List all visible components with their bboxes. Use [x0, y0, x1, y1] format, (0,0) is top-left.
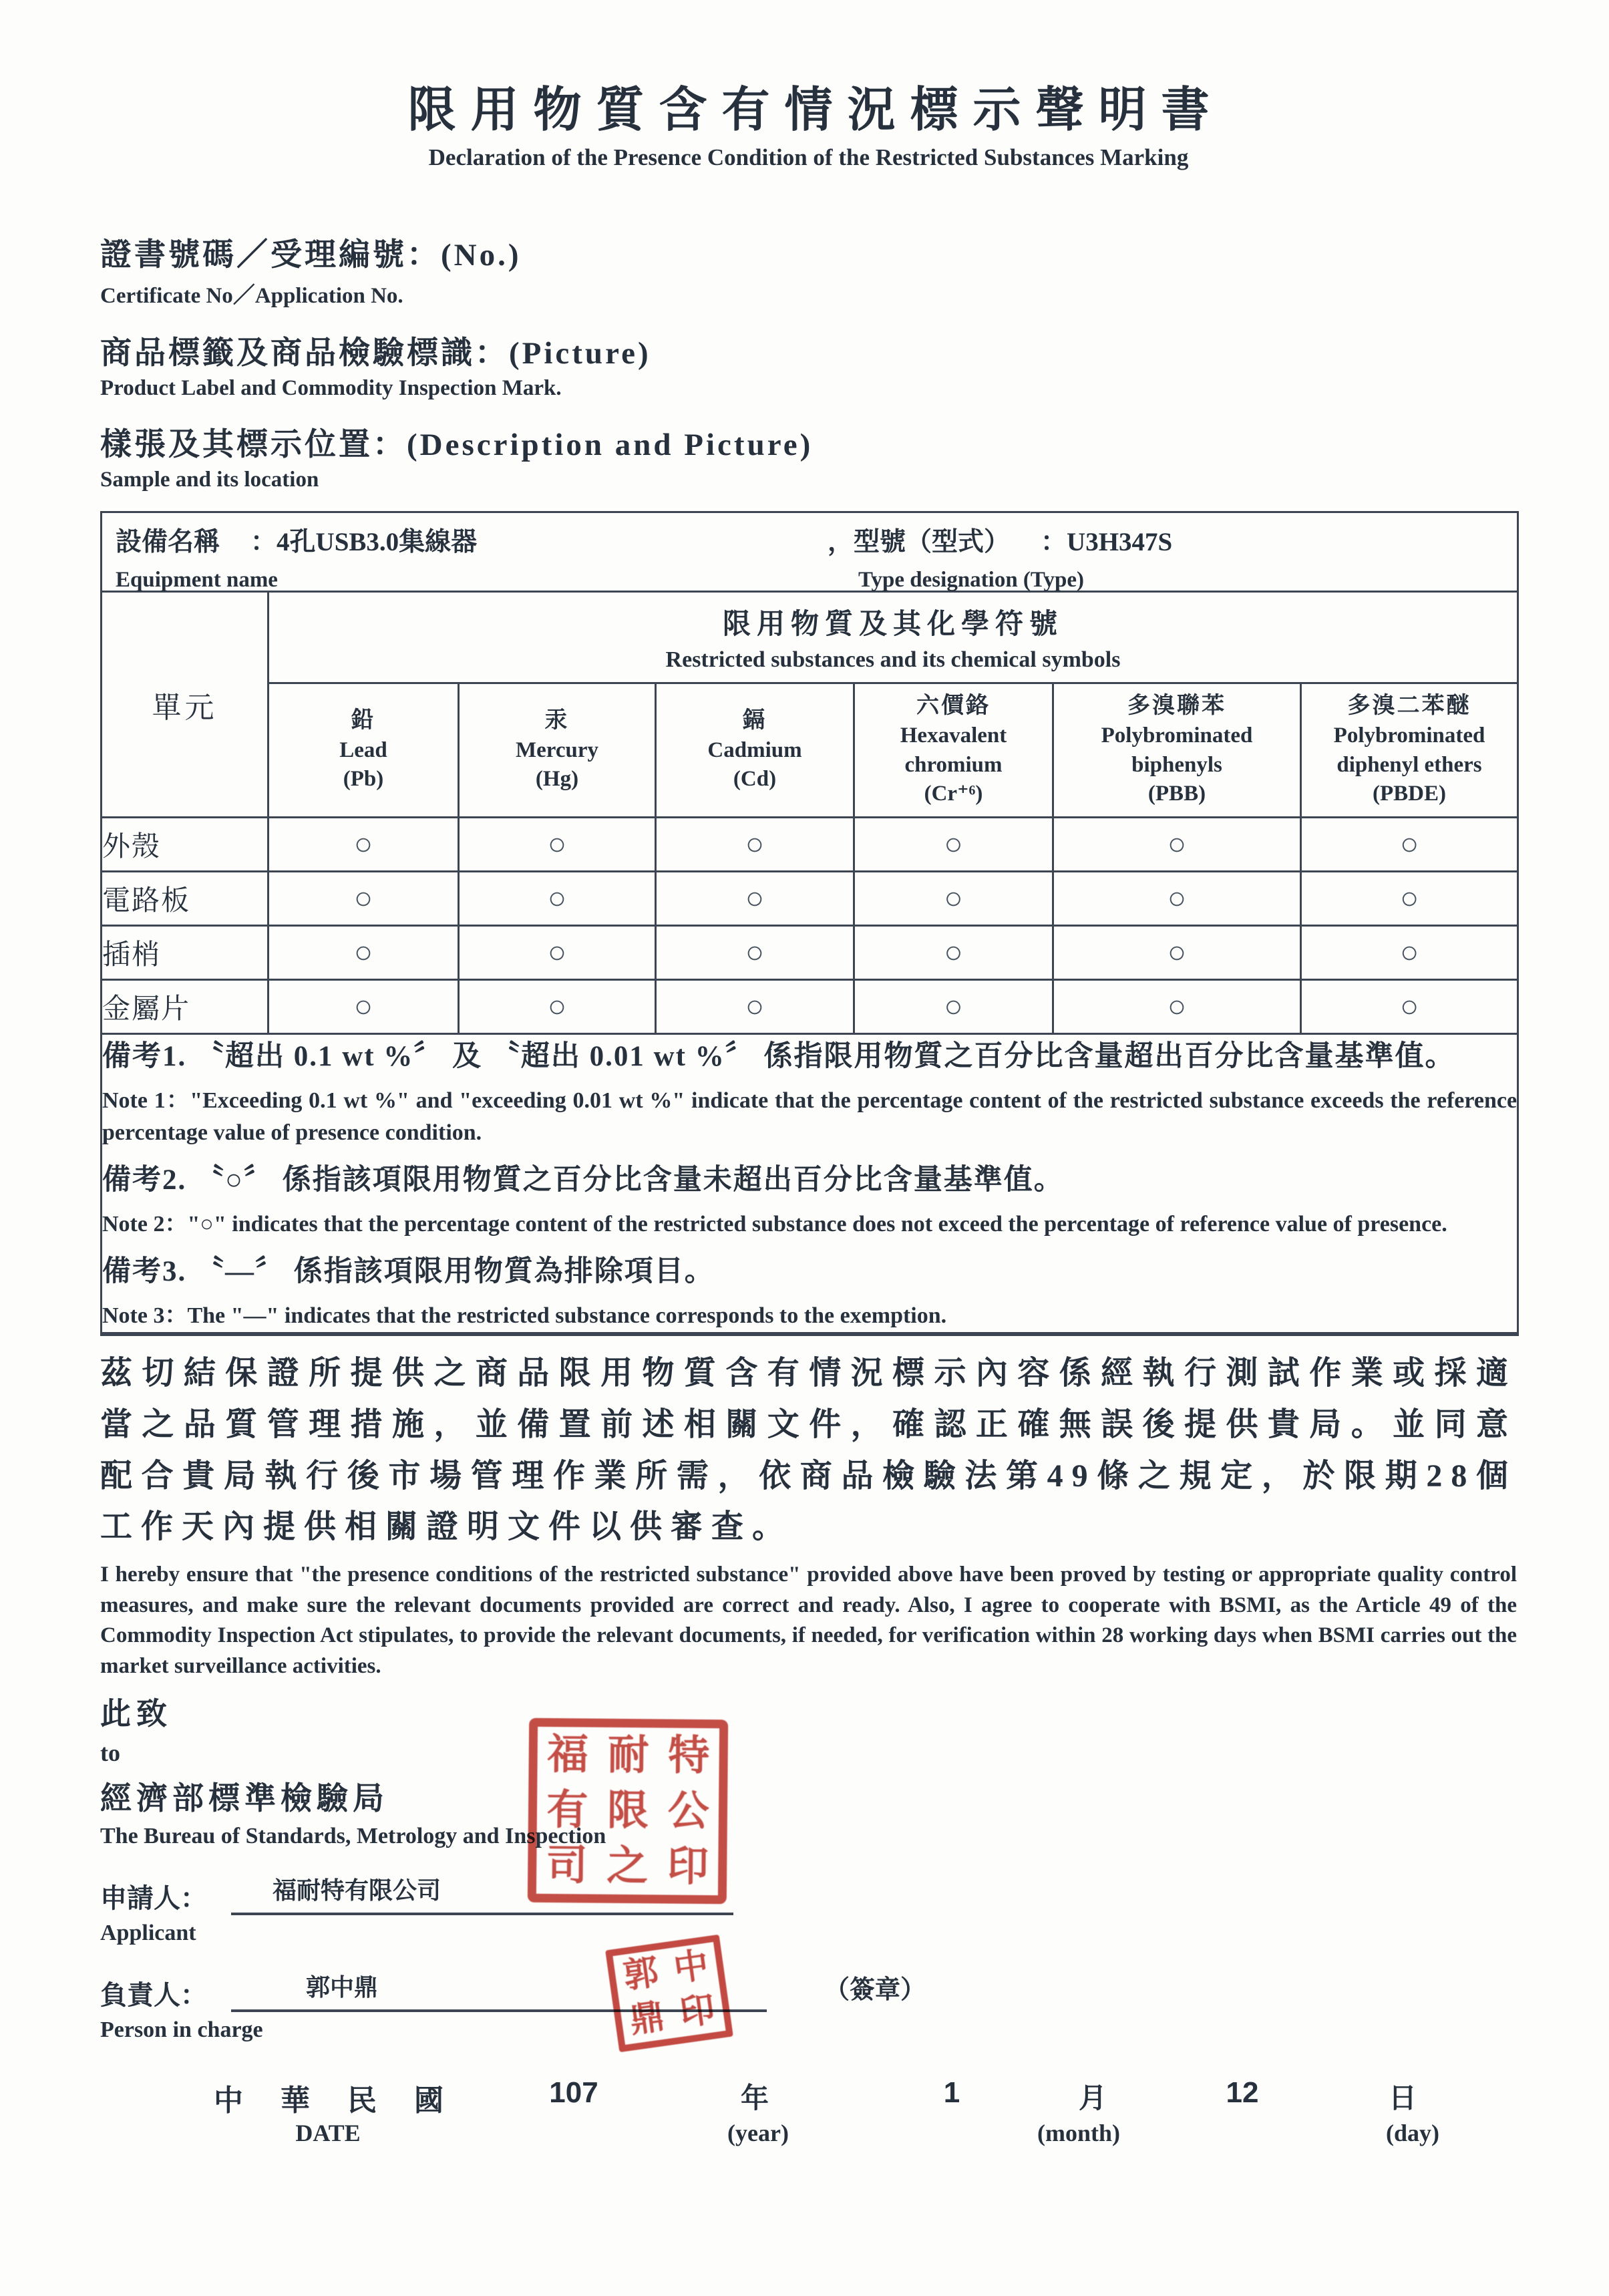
date-day-unit: 日 — [1388, 2084, 1417, 2115]
applicant-value: 福耐特有限公司 — [273, 1877, 441, 1905]
equipment-name-value: 4孔USB3.0集線器 — [277, 528, 478, 556]
mark-circle: ○ — [656, 872, 854, 926]
cizhi-label: 此致 — [100, 1697, 172, 1732]
mark-circle: ○ — [269, 872, 459, 926]
table-row-pin — [102, 926, 1518, 980]
seal-char: 郭 — [620, 1953, 661, 1996]
field-certificate-no — [100, 230, 1517, 309]
mark-circle: ○ — [854, 872, 1053, 926]
seal-char: 之 — [606, 1844, 649, 1890]
mark-circle: ○ — [269, 818, 459, 872]
seal-char: 有 — [546, 1788, 588, 1834]
row-unit-label: 插梢 — [102, 926, 269, 980]
type-designation-block — [828, 521, 1172, 593]
equipment-row — [102, 512, 1518, 592]
seal-char: 印 — [667, 1844, 709, 1891]
mark-circle: ○ — [854, 980, 1053, 1034]
mark-circle: ○ — [1301, 926, 1518, 980]
date-era: 中華民國 — [214, 2084, 481, 2118]
sample-location-label-en: Sample and its location — [100, 468, 319, 492]
note-2-en: Note 2："○" indicates that the percentage content of the restricted substance does not exceed the percentage of reference value of presence. — [102, 1211, 1447, 1237]
mark-circle: ○ — [459, 926, 656, 980]
note-3-zh: 備考3. 〝—〞 係指該項限用物質為排除項目。 — [102, 1256, 715, 1288]
field-sample-location — [100, 420, 1517, 492]
date-day-value: 12 — [1226, 2076, 1259, 2110]
equipment-name-label-en: Equipment name — [116, 568, 278, 592]
mark-circle: ○ — [1301, 818, 1518, 872]
restricted-substances-table — [100, 511, 1519, 1336]
mark-circle: ○ — [269, 926, 459, 980]
certificate-fields — [100, 230, 1517, 492]
column-header-cadmium: 鎘 Cadmium (Cd) — [656, 683, 854, 818]
group-header-row — [102, 592, 1518, 683]
unit-header-cell: 單元 — [102, 592, 269, 818]
type-label-en: Type designation (Type) — [858, 568, 1084, 592]
product-label-en: Product Label and Commodity Inspection Mark. — [100, 376, 562, 400]
date-day-label: (day) — [1386, 2120, 1439, 2147]
product-label-zh: 商品標籤及商品檢驗標識：(Picture) — [100, 336, 651, 371]
column-header-pbde: 多溴二苯醚 Polybrominated diphenyl ethers (PBDE) — [1301, 683, 1518, 818]
notes-row — [102, 1034, 1518, 1334]
declaration-en: I hereby ensure that "the presence conditions of the restricted substance" provided above have been proved by testing or appropriate quality control measures, and make sure the relevant documents provided are correct and ready. Also, I agree to cooperate with BSMI, as the Article 49 of the Commodity Inspection Act stipulates, to provide the relevant documents, if needed, for verification within 28 working days when BSMI carries out the market surveillance activities. — [100, 1563, 1517, 1678]
sample-location-label-zh: 樣張及其標示位置：(Description and Picture) — [100, 428, 814, 462]
applicant-label: 申請人： — [100, 1883, 207, 1914]
mark-circle: ○ — [1301, 872, 1518, 926]
bureau-name-en: The Bureau of Standards, Metrology and Inspection — [100, 1824, 606, 1849]
group-header-zh: 限用物質及其化學符號 — [723, 609, 1064, 640]
seal-char: 耐 — [607, 1732, 650, 1779]
row-unit-label: 外殼 — [102, 818, 269, 872]
mark-circle: ○ — [1301, 980, 1518, 1034]
date-year-label: (year) — [727, 2120, 789, 2147]
column-header-hexavalent-chromium: 六價鉻 Hexavalent chromium (Cr⁺⁶) — [854, 683, 1053, 818]
mark-circle: ○ — [656, 926, 854, 980]
mark-circle: ○ — [459, 818, 656, 872]
row-unit-label: 電路板 — [102, 872, 269, 926]
mark-circle: ○ — [656, 818, 854, 872]
person-seal-stamp — [605, 1935, 733, 2052]
document-content — [100, 0, 1517, 2190]
page-subtitle: Declaration of the Presence Condition of the Restricted Substances Marking — [428, 144, 1189, 170]
type-value: U3H347S — [1067, 528, 1173, 556]
sign-note: （簽章） — [824, 1976, 926, 2005]
column-header-mercury: 汞 Mercury (Hg) — [459, 683, 656, 818]
date-month-label: (month) — [1037, 2120, 1120, 2147]
seal-char: 特 — [668, 1733, 710, 1780]
note-1-zh: 備考1. 〝超出 0.1 wt %〞 及 〝超出 0.01 wt %〞 係指限用物質之百分比含量超出百分比含量基準值。 — [102, 1041, 1455, 1072]
table-row-metal-sheet — [102, 980, 1518, 1034]
row-unit-label: 金屬片 — [102, 980, 269, 1034]
table-row-enclosure — [102, 818, 1518, 872]
bureau-name-zh: 經濟部標準檢驗局 — [100, 1782, 389, 1817]
note-3-en: Note 3：The "—" indicates that the restricted substance corresponds to the exemption. — [102, 1303, 947, 1328]
mark-circle: ○ — [656, 980, 854, 1034]
equipment-name-label: 設備名稱 — [116, 528, 220, 556]
seal-char: 中 — [671, 1946, 711, 1989]
date-year-value: 107 — [549, 2076, 598, 2110]
group-header-cell — [269, 592, 1518, 683]
person-label-en: Person in charge — [100, 2017, 263, 2043]
field-product-label — [100, 328, 1517, 401]
group-header-en: Restricted substances and its chemical symbols — [665, 647, 1121, 672]
mark-circle: ○ — [854, 926, 1053, 980]
column-header-pbb: 多溴聯苯 Polybrominated biphenyls (PBB) — [1053, 683, 1301, 818]
colon: ： — [250, 528, 277, 556]
note-2-zh: 備考2. 〝○〞 係指該項限用物質之百分比含量未超出百分比含量基準值。 — [102, 1164, 1064, 1196]
declaration-zh: 茲切結保證所提供之商品限用物質含有情況標示內容係經執行測試作業或採適當之品質管理措施，並備置前述相關文件，確認正確無誤後提供貴局。並同意配合貴局執行後市場管理作業所需，依商品檢驗法第49條之規定，於限期28個工作天內提供相關證明文件以供審查。 — [100, 1355, 1517, 1545]
equipment-name-block — [116, 521, 477, 593]
equipment-cell — [102, 512, 1518, 592]
seal-char: 福 — [546, 1732, 589, 1778]
type-label: ，型號（型式） — [828, 528, 1011, 556]
person-value: 郭中鼎 — [306, 1974, 379, 2001]
page-title: 限用物質含有情況標示聲明書 — [407, 84, 1224, 137]
applicant-row — [100, 1872, 1517, 1915]
company-seal-stamp — [528, 1718, 728, 1905]
to-label: to — [100, 1740, 120, 1767]
date-month-value: 1 — [943, 2076, 960, 2110]
mark-circle: ○ — [1053, 926, 1301, 980]
substance-header-row — [102, 683, 1518, 818]
date-label: DATE — [295, 2120, 361, 2147]
date-block — [100, 2076, 1517, 2190]
certificate-no-label-en: Certificate No／Application No. — [100, 284, 403, 308]
date-month-unit: 月 — [1078, 2084, 1107, 2115]
mark-circle: ○ — [459, 980, 656, 1034]
mark-circle: ○ — [1053, 980, 1301, 1034]
certificate-no-label-zh: 證書號碼／受理編號：(No.) — [100, 238, 522, 273]
seal-char: 限 — [606, 1788, 649, 1834]
table-row-circuit-board — [102, 872, 1518, 926]
notes-cell — [102, 1034, 1518, 1334]
person-label: 負責人： — [100, 1980, 207, 2011]
mark-circle: ○ — [459, 872, 656, 926]
note-1-en: Note 1："Exceeding 0.1 wt %" and "exceeding 0.01 wt %" indicate that the percentage content of the restricted substance exceeds the reference percentage value of presence condition. — [102, 1088, 1517, 1145]
mark-circle: ○ — [1053, 818, 1301, 872]
mark-circle: ○ — [1053, 872, 1301, 926]
column-header-lead: 鉛 Lead (Pb) — [269, 683, 459, 818]
applicant-label-en: Applicant — [100, 1921, 196, 1946]
seal-char: 公 — [667, 1788, 709, 1835]
seal-char: 鼎 — [627, 1997, 667, 2041]
mark-circle: ○ — [854, 818, 1053, 872]
date-year-unit: 年 — [740, 2084, 769, 2115]
colon: ： — [1041, 528, 1067, 556]
seal-char: 印 — [677, 1990, 717, 2033]
seal-char: 司 — [546, 1843, 588, 1890]
mark-circle: ○ — [269, 980, 459, 1034]
